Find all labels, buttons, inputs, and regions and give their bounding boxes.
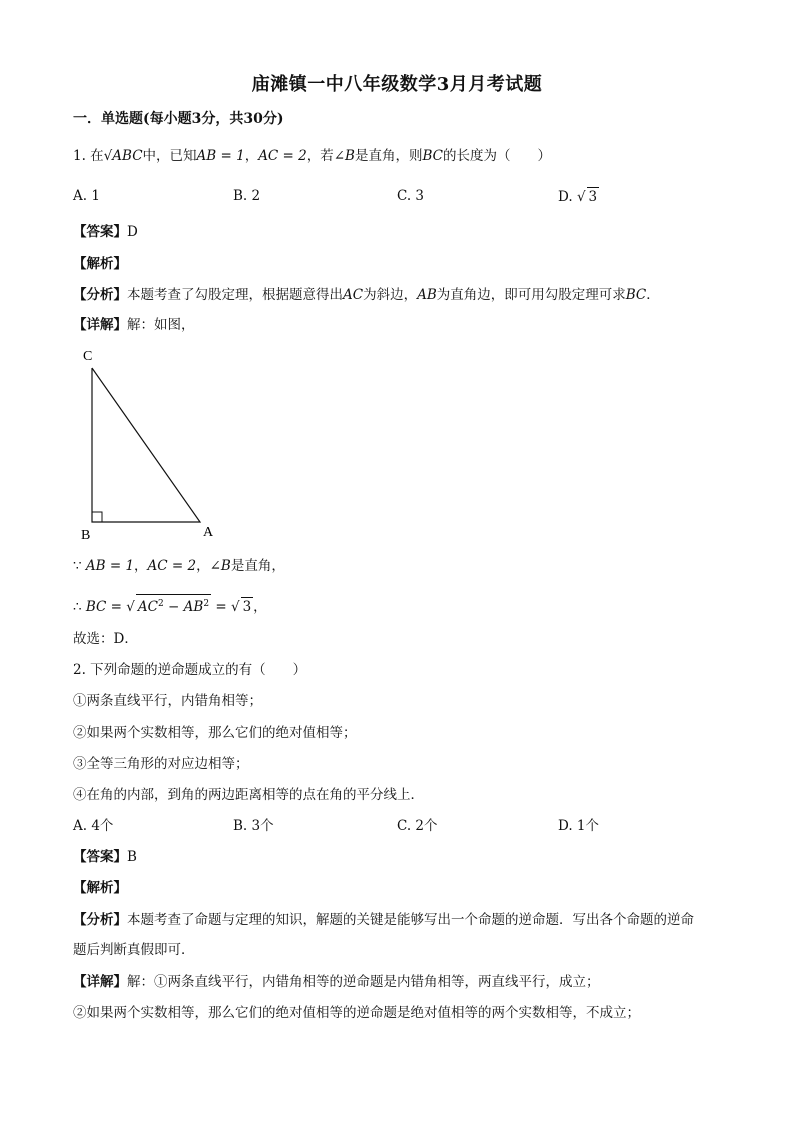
- because-text: 是直角，: [230, 558, 285, 574]
- q1-option-c: C. 3: [397, 188, 425, 204]
- q2-option-a: A. 4个: [73, 818, 114, 834]
- detail-tag: 【详解】: [73, 974, 127, 990]
- q1-option-a: A. 1: [73, 188, 100, 204]
- therefore-end: ，: [253, 599, 267, 615]
- sqrt-expression: √ $AC^2 - AB^2$: [126, 594, 211, 616]
- section-heading: 一．单选题(每小题3分，共30分): [73, 111, 284, 127]
- answer-value: D: [127, 224, 138, 240]
- q2-item-2: ②如果两个实数相等，那么它们的绝对值相等；: [73, 725, 357, 741]
- because-angle: ∠B: [209, 558, 231, 574]
- sqrt-value: 3: [242, 599, 252, 615]
- sqrt-symbol: √ 3: [576, 189, 598, 205]
- fenxi-ac: AC: [343, 287, 364, 303]
- q1-text: 是直角，则: [354, 148, 423, 164]
- q1-text: 中，已知: [142, 148, 197, 164]
- q2-answer: [73, 848, 137, 866]
- q2-detail-line-1: [73, 973, 600, 991]
- fenxi-tag: 【分析】: [73, 287, 127, 303]
- rad-ab: AB: [183, 599, 204, 615]
- q2-item-4: ④在角的内部，到角的两边距离相等的点在角的平分线上．: [73, 787, 424, 803]
- q1-option-d: [558, 187, 599, 206]
- vertex-label-a: A: [203, 525, 214, 540]
- q1-therefore-line: [73, 594, 267, 616]
- q2-fenxi-line-1: [73, 911, 694, 929]
- fenxi-text: 本题考查了勾股定理，根据题意得出: [127, 287, 343, 303]
- triangle-outline: [92, 368, 200, 522]
- because-sep: ，: [196, 558, 210, 574]
- because-sep: ，: [134, 558, 148, 574]
- fenxi-text: 为直角边，即可用勾股定理可求: [436, 287, 626, 303]
- q1-option-b: B. 2: [233, 188, 261, 204]
- q1-triangle: √ABC: [103, 148, 143, 164]
- exp: 2: [158, 599, 164, 609]
- q1-text: 的长度为（ ）: [443, 148, 551, 164]
- fenxi-text: 为斜边，: [363, 287, 418, 303]
- right-angle-mark: [92, 512, 102, 522]
- minus: −: [163, 599, 184, 615]
- q1-angle: ∠B: [333, 148, 355, 164]
- q1-option-d-label: D.: [558, 189, 573, 205]
- therefore-lhs: BC =: [85, 599, 122, 615]
- rad-ac: AC: [137, 599, 158, 615]
- equals: =: [215, 599, 227, 615]
- question-1-stem: [73, 147, 551, 165]
- q1-option-d-value: 3: [588, 189, 598, 205]
- q1-analysis-tag: 【解析】: [73, 256, 127, 272]
- q2-detail-line-2: ②如果两个实数相等，那么它们的绝对值相等的逆命题是绝对值相等的两个实数相等，不成立；: [73, 1005, 640, 1021]
- q2-option-b: B. 3个: [233, 818, 274, 834]
- q1-answer: [73, 223, 138, 241]
- because-ab: AB = 1: [85, 558, 135, 574]
- answer-tag: 【答案】: [73, 849, 127, 865]
- because-ac: AC = 2: [147, 558, 197, 574]
- q1-detail: [73, 316, 195, 334]
- detail-tag: 【详解】: [73, 317, 127, 333]
- answer-tag: 【答案】: [73, 224, 127, 240]
- fenxi-tag: 【分析】: [73, 912, 127, 928]
- q1-fenxi: [73, 286, 660, 304]
- vertex-label-b: B: [81, 528, 91, 543]
- q2-option-c: C. 2个: [397, 818, 438, 834]
- page-title: 庙滩镇一中八年级数学3月月考试题: [251, 74, 543, 95]
- right-triangle-figure: [70, 342, 230, 547]
- detail-text: 解：如图，: [127, 317, 195, 333]
- q1-target: BC: [422, 148, 443, 164]
- exp: 2: [203, 599, 210, 609]
- q1-text: ，若: [306, 148, 334, 164]
- q2-item-1: ①两条直线平行，内错角相等；: [73, 693, 262, 709]
- fenxi-text: 本题考查了命题与定理的知识，解题的关键是能够写出一个命题的逆命题．写出各个命题的逆命: [127, 912, 694, 928]
- answer-value: B: [127, 849, 137, 865]
- fenxi-bc: BC: [625, 287, 647, 303]
- q1-sep: ，: [244, 148, 259, 164]
- because-symbol: ∵: [73, 558, 82, 574]
- q2-option-d: D. 1个: [558, 818, 600, 834]
- vertex-label-c: C: [83, 349, 93, 364]
- fenxi-ab: AB: [417, 287, 437, 303]
- q1-because-line: [73, 557, 285, 575]
- q2-item-3: ③全等三角形的对应边相等；: [73, 756, 249, 772]
- q1-prefix: 1. 在: [73, 148, 104, 164]
- detail-text: 解：①两条直线平行，内错角相等的逆命题是内错角相等，两直线平行，成立；: [127, 974, 600, 990]
- fenxi-text: ．: [646, 287, 660, 303]
- therefore-symbol: ∴: [73, 599, 82, 615]
- q1-cond-ab: AB = 1: [196, 148, 245, 164]
- sqrt-result: √ 3: [230, 599, 252, 615]
- q1-choose: 故选：D．: [73, 631, 138, 647]
- q1-cond-ac: AC = 2: [258, 148, 307, 164]
- q2-analysis-tag: 【解析】: [73, 880, 127, 896]
- question-2-stem: 2. 下列命题的逆命题成立的有（ ）: [73, 662, 307, 678]
- q2-fenxi-line-2: 题后判断真假即可．: [73, 942, 195, 958]
